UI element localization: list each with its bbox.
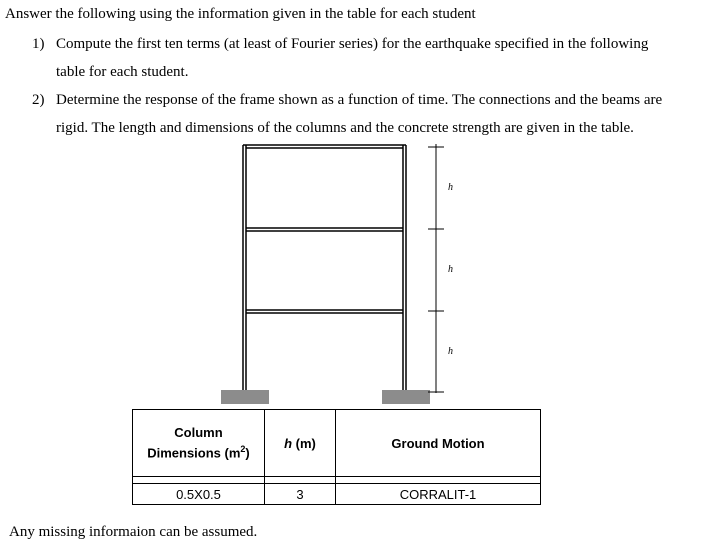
header-column-line-2: Dimensions $(m^2)$ xyxy=(147,444,250,461)
left-support xyxy=(221,390,269,404)
right-column xyxy=(403,145,406,390)
header-column-dimensions xyxy=(133,410,265,477)
table-spacer-row xyxy=(133,477,541,484)
intro-text: Answer the following using the information given in the table for each student xyxy=(5,6,476,22)
story-height-label-2: h xyxy=(448,264,453,275)
cell-h: 3 xyxy=(265,484,336,505)
footer-note: Any missing informaion can be assumed. xyxy=(9,524,258,540)
beam-floor-1 xyxy=(246,310,403,313)
table-row xyxy=(133,484,541,505)
question-2-number: 2) xyxy=(32,92,45,108)
question-2-line-1: Determine the response of the frame shown as a function of time. The connections and the beams are xyxy=(56,92,663,108)
dimension-line xyxy=(428,144,444,393)
cell-column-dimensions: 0.5X0.5 xyxy=(133,484,265,505)
header-ground-motion: Ground Motion xyxy=(336,410,541,477)
question-2-line-2: rigid. The length and dimensions of the columns and the concrete strength are given in the table. xyxy=(56,120,634,136)
question-1-line-2: table for each student. xyxy=(56,64,189,80)
right-support xyxy=(382,390,430,404)
question-1-number: 1) xyxy=(32,36,45,52)
beam-floor-2 xyxy=(246,228,403,231)
left-column xyxy=(243,145,246,390)
question-1-line-1: Compute the first ten terms (at least of Fourier series) for the earthquake specified in the following xyxy=(56,36,649,52)
beam-roof xyxy=(243,145,406,148)
student-data-table xyxy=(132,409,541,505)
table-header-row xyxy=(133,410,541,477)
header-h: h (m) xyxy=(265,410,336,477)
cell-ground-motion: CORRALIT-1 xyxy=(336,484,541,505)
story-height-label-3: h xyxy=(448,182,453,193)
header-column-line-1: Column xyxy=(174,425,223,441)
story-height-label-1: h xyxy=(448,346,453,357)
